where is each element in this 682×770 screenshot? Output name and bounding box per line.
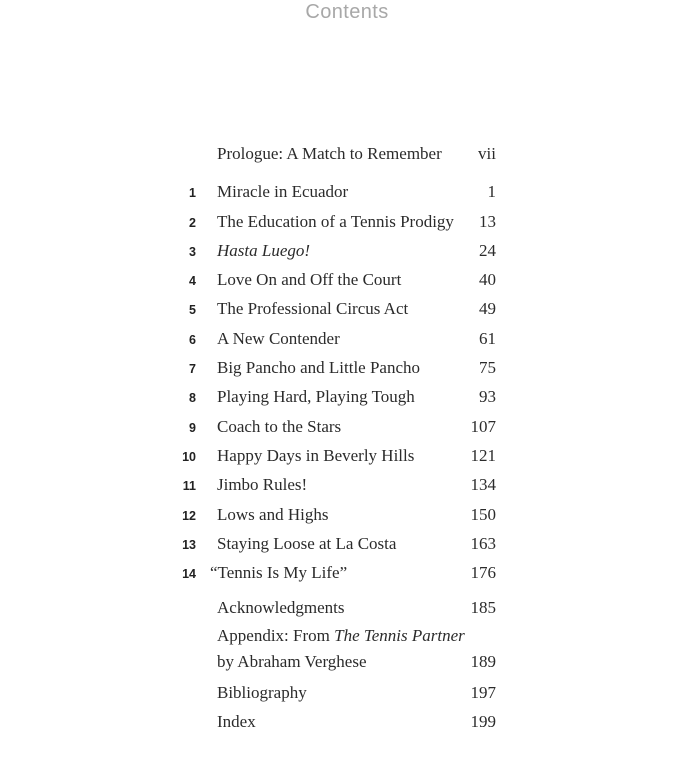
toc-row-chapter: [170, 265, 496, 294]
chapter-number: 10: [182, 449, 196, 464]
chapter-number: 4: [189, 274, 196, 289]
chapter-number: 5: [189, 303, 196, 318]
entry-title: Bibliography: [217, 682, 307, 702]
entry-page-number: 197: [470, 682, 496, 702]
entry-title: [170, 623, 496, 650]
entry-title-continued: by Abraham Verghese: [217, 652, 367, 672]
toc-row-chapter: [170, 207, 496, 236]
toc-row-chapter: [170, 558, 496, 587]
entry-title: Happy Days in Beverly Hills: [217, 445, 415, 465]
entry-page-number: 199: [470, 712, 496, 732]
toc-row-chapter: [170, 500, 496, 529]
chapter-number: 12: [182, 508, 196, 523]
appendix-line-2: [170, 649, 496, 676]
toc-row-chapter: [170, 470, 496, 499]
toc-row-appendix: [170, 623, 496, 676]
entry-page-number: 93: [479, 387, 496, 407]
entry-page-number: 1: [487, 182, 496, 202]
entry-title: Prologue: A Match to Remember: [217, 144, 442, 163]
entry-page-number: 189: [470, 652, 496, 672]
entry-page-number: vii: [478, 144, 496, 163]
entry-title: Index: [217, 712, 256, 732]
entry-title: A New Contender: [217, 328, 340, 348]
entry-page-number: 107: [470, 416, 496, 436]
chapter-list: [170, 177, 496, 587]
chapter-number: 13: [182, 537, 196, 552]
toc-row-chapter: [170, 177, 496, 206]
appendix-prefix: Appendix: From: [217, 625, 335, 645]
chapter-number: 6: [189, 332, 196, 347]
toc-row-chapter: [170, 324, 496, 353]
entry-title: The Professional Circus Act: [217, 299, 409, 319]
entry-title: Staying Loose at La Costa: [217, 533, 397, 553]
chapter-number: 14: [182, 567, 196, 582]
chapter-number: 2: [189, 215, 196, 230]
entry-title: Lows and Highs: [217, 504, 329, 524]
toc-row-chapter: [170, 441, 496, 470]
entry-page-number: 176: [470, 563, 496, 583]
toc-row-bibliography: [170, 678, 496, 707]
toc-row-chapter: [170, 412, 496, 441]
toc-row-prologue: [170, 139, 496, 168]
entry-title: Acknowledgments: [217, 598, 345, 618]
entry-title: The Education of a Tennis Prodigy: [217, 211, 454, 231]
entry-title: Playing Hard, Playing Tough: [217, 387, 415, 407]
entry-page-number: 24: [479, 240, 496, 260]
toc-row-chapter: [170, 382, 496, 411]
page-title: Contents: [305, 1, 389, 23]
entry-page-number: 61: [479, 328, 496, 348]
entry-title: “Tennis Is My Life”: [210, 563, 348, 583]
appendix-line-1: [170, 623, 496, 650]
chapter-number: 3: [189, 244, 196, 259]
appendix-work-title: The Tennis Partner: [334, 625, 465, 645]
entry-page-number: 134: [470, 475, 496, 495]
chapter-number: 8: [189, 391, 196, 406]
chapter-number: 11: [182, 479, 196, 494]
backmatter-list: [170, 593, 496, 736]
chapter-number: 7: [189, 362, 196, 377]
entry-page-number: 40: [479, 270, 496, 290]
entry-title: Big Pancho and Little Pancho: [217, 358, 421, 378]
entry-page-number: 75: [479, 358, 496, 378]
entry-page-number: 49: [479, 299, 496, 319]
entry-title: Coach to the Stars: [217, 416, 342, 436]
toc-row-chapter: [170, 236, 496, 265]
entry-page-number: 121: [470, 445, 496, 465]
entry-page-number: 163: [470, 533, 496, 553]
entry-page-number: 150: [470, 504, 496, 524]
toc-row-chapter: [170, 353, 496, 382]
entry-title: Jimbo Rules!: [217, 475, 308, 495]
chapter-number: 9: [189, 420, 196, 435]
toc-row-chapter: [170, 294, 496, 323]
toc-row-acknowledgments: [170, 593, 496, 622]
toc-row-chapter: [170, 529, 496, 558]
toc-row-index: [170, 707, 496, 736]
entry-title: Miracle in Ecuador: [217, 182, 349, 202]
entry-title: Hasta Luego!: [217, 240, 311, 260]
entry-page-number: 13: [479, 211, 496, 231]
entry-title: Love On and Off the Court: [217, 270, 402, 290]
entry-page-number: 185: [470, 598, 496, 618]
table-of-contents: [170, 139, 496, 736]
chapter-number: 1: [189, 186, 196, 201]
